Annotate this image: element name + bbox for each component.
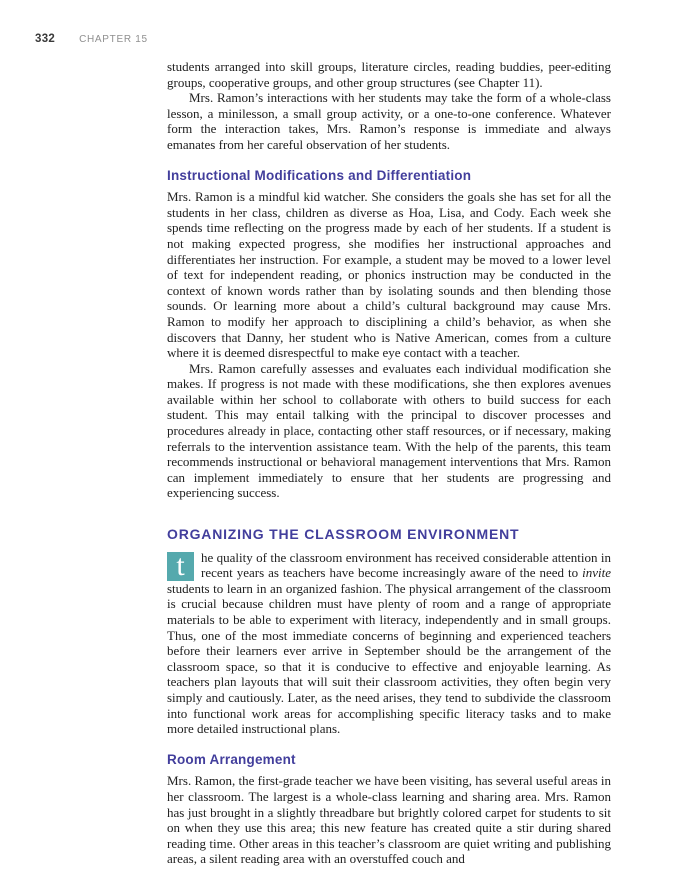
paragraph <box>167 361 611 501</box>
body-text: Mrs. Ramon’s interactions with her students may take the form of a whole-class lesson, a minilesson, a small group activity, or a one-to-one conference. Whatever form the interaction takes, Mrs. Ramon’s response is immediate and always emanates from her careful observation of her students. <box>167 90 611 152</box>
body-text: Mrs. Ramon, the first-grade teacher we have been visiting, has several useful areas in her classroom. The largest is a whole-class learning and sharing area. Mrs. Ramon has just brought in a slightly threadbare but brightly colored carpet for students to sit on when they use this area; this new feature has created quite a stir during shared reading time. Other areas in this teacher’s classroom are quiet writing and publishing areas, a silent reading area with an overstuffed couch and <box>167 773 612 867</box>
subsection-heading: Room Arrangement <box>167 751 296 767</box>
body-text: Mrs. Ramon is a mindful kid watcher. She considers the goals she has set for all the students in her class, children as diverse as Hoa, Lisa, and Cody. Each week she spends time reflecting on the progress made by each of her students. If a student is not making expected progress, she modifies her instructional approaches and differentiates her instruction. For example, a student may be moved to a lower level of text for independent reading, or phonics instruction may be conducted in the context of known words rather than by isolating sounds and then blending those sounds. Or learning more about a child’s cultural background may cause Mrs. Ramon to modify her approach to disciplining a child’s behavior, as when she discovers that Danny, her student who is Native American, comes from a culture where it is deemed disrespectful to make eye contact with a teacher. <box>167 189 611 361</box>
subsection-heading: Instructional Modifications and Differentiation <box>167 167 472 183</box>
paragraph <box>167 773 611 867</box>
body-text: students to learn in an organized fashion. The physical arrangement of the classroom is crucial because children must have plenty of room and a range of appropriate materials to be able to experiment with literacy, independently and in small groups. Thus, one of the most immediate concerns of beginning and experienced teachers before their learners ever arrive in September should be the arrangement of the classroom space, so that it is conducive to effective and enjoyable learning. As teachers plan layouts that will suit their classroom activities, they often begin very simply and cautiously. Later, as the need arises, they tend to subdivide the classroom into functional work areas for accomplishing specific literacy tasks and to make more detailed instructional plans. <box>167 580 611 737</box>
drop-cap: t <box>167 552 194 581</box>
body-text: he quality of the classroom environment has received considerable attention in recent years as teachers have become increasingly aware of the need to <box>201 549 611 581</box>
body-text: Mrs. Ramon carefully assesses and evaluates each individual modification she makes. If progress is not made with these modifications, she then explores avenues available within her school to collaborate with others to build success for each student. This may entail talking with the principal to discover processes and procedures already in place, contacting other staff resources, or if necessary, making referrals to the intervention assistance team. With the help of the parents, this team recommends instructional or behavioral management interventions that Mrs. Ramon can implement immediately to ensure that her students are progressing and experiencing success. <box>167 360 611 501</box>
italic-text: invite <box>582 565 611 581</box>
paragraph <box>167 550 611 737</box>
body-text: students arranged into skill groups, literature circles, reading buddies, peer-editing groups, cooperative groups, and other group structures (see Chapter 11). <box>167 59 611 90</box>
page-number: 332 <box>35 33 56 45</box>
section-heading: ORGANIZING THE CLASSROOM ENVIRONMENT <box>167 526 520 543</box>
paragraph <box>167 90 611 152</box>
running-head <box>35 33 148 45</box>
page-body <box>167 59 611 867</box>
paragraph <box>167 189 611 361</box>
chapter-label: CHAPTER 15 <box>79 34 148 45</box>
paragraph <box>167 59 611 90</box>
